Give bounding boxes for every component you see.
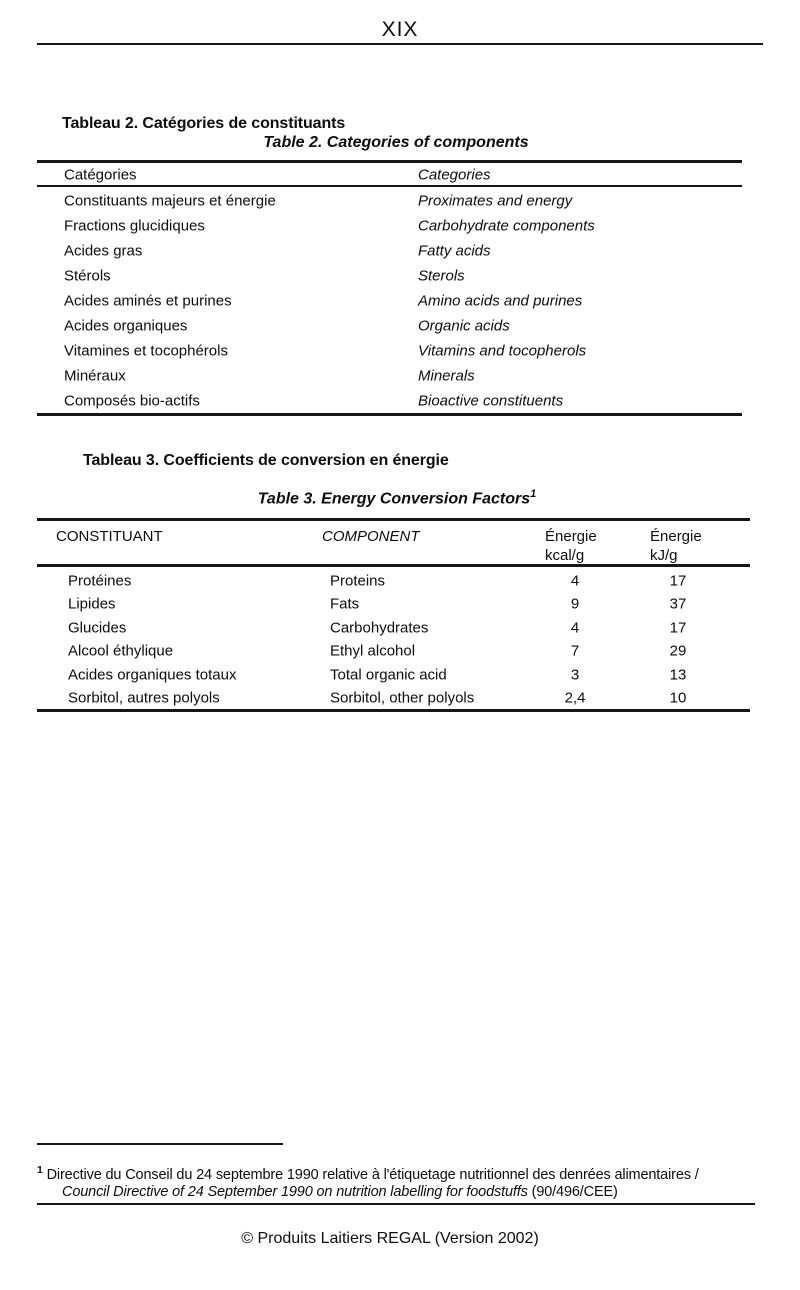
cell-fr: Fractions glucidiques xyxy=(64,217,205,234)
cell-kcal: 9 xyxy=(570,595,580,613)
copyright-line: © Produits Laitiers REGAL (Version 2002) xyxy=(241,1230,539,1247)
cell-kcal: 7 xyxy=(570,642,580,660)
cell-en: Organic acids xyxy=(418,317,510,334)
cell-en: Sorbitol, other polyols xyxy=(330,689,475,707)
table3-title-footnote-ref: 1 xyxy=(530,488,537,500)
cell-fr: Minéraux xyxy=(64,367,126,384)
table-row xyxy=(37,188,742,213)
cell-en: Amino acids and purines xyxy=(418,292,583,309)
footnote-separator-rule xyxy=(37,1143,283,1145)
cell-kj: 37 xyxy=(669,595,687,613)
table3-header-energy-kj-2: kJ/g xyxy=(650,547,678,564)
cell-fr: Acides organiques xyxy=(64,317,188,334)
cell-fr: Lipides xyxy=(68,595,116,613)
footnote-line2-italic: Council Directive of 24 September 1990 on nutrition labelling for foodstuffs xyxy=(62,1184,528,1200)
cell-kcal: 3 xyxy=(570,666,580,684)
cell-fr: Sorbitol, autres polyols xyxy=(68,689,220,707)
table3-top-rule xyxy=(37,518,750,521)
table3-title-en: Table 3. Energy Conversion Factors$^1$ xyxy=(257,488,537,508)
cell-fr: Stérols xyxy=(64,267,111,284)
page-header-rule xyxy=(37,43,763,45)
table3-header-constituant: CONSTITUANT xyxy=(56,528,163,545)
cell-kj: 13 xyxy=(669,666,687,684)
cell-fr: Vitamines et tocophérols xyxy=(64,342,228,359)
table-row xyxy=(37,593,750,617)
table-row xyxy=(37,616,750,640)
cell-fr: Constituants majeurs et énergie xyxy=(64,192,276,209)
cell-en: Vitamins and tocopherols xyxy=(418,342,587,359)
cell-en: Proteins xyxy=(330,572,386,590)
page-number: XIX xyxy=(381,18,419,41)
cell-en: Ethyl alcohol xyxy=(330,642,416,660)
table2-header-en: Categories xyxy=(418,166,491,183)
cell-fr: Alcool éthylique xyxy=(68,642,174,660)
footnote-line2-suffix: (90/496/CEE) xyxy=(531,1184,618,1200)
footnote-line1: $^1$ Directive du Conseil du 24 septembre 1990 relative à l'étiquetage nutritionnel des denrées alimentaires / xyxy=(37,1164,699,1183)
table-row xyxy=(37,363,742,388)
table2-title-en: Table 2. Categories of components xyxy=(263,134,529,151)
table2-header-row xyxy=(37,162,742,187)
cell-kcal: 4 xyxy=(570,619,580,637)
table3-header-energy-kcal-1: Énergie xyxy=(545,528,597,545)
cell-en: Bioactive constituents xyxy=(418,392,564,409)
cell-en: Total organic acid xyxy=(330,666,447,684)
table-row xyxy=(37,338,742,363)
cell-en: Carbohydrate components xyxy=(418,217,595,234)
cell-en: Sterols xyxy=(418,267,465,284)
table-row xyxy=(37,238,742,263)
cell-en: Proximates and energy xyxy=(418,192,573,209)
table-row xyxy=(37,640,750,664)
cell-kj: 29 xyxy=(669,642,687,660)
table-row xyxy=(37,687,750,711)
table-row xyxy=(37,213,742,238)
cell-kj: 10 xyxy=(669,689,687,707)
table3-header-rule xyxy=(37,564,750,567)
table2-bottom-rule xyxy=(37,413,742,416)
cell-en: Fatty acids xyxy=(418,242,491,259)
table3-header-component: COMPONENT xyxy=(322,528,420,545)
table3-header-energy-kj-1: Énergie xyxy=(650,528,702,545)
table2-header-rule xyxy=(37,185,742,187)
cell-fr: Acides organiques totaux xyxy=(68,666,237,684)
table3-title-fr: Tableau 3. Coefficients de conversion en énergie xyxy=(83,452,449,469)
cell-en: Fats xyxy=(330,595,360,613)
cell-kcal: 2,4 xyxy=(564,689,586,707)
footnote-marker: 1 xyxy=(37,1164,43,1176)
table-row xyxy=(37,288,742,313)
table3-header-energy-kcal-2: kcal/g xyxy=(545,547,585,564)
table-row xyxy=(37,388,742,413)
table-row xyxy=(37,263,742,288)
footnote-bottom-rule xyxy=(37,1203,755,1205)
table3-bottom-rule xyxy=(37,709,750,712)
cell-en: Minerals xyxy=(418,367,475,384)
table2-title-fr: Tableau 2. Catégories de constituants xyxy=(62,115,346,132)
cell-fr: Glucides xyxy=(68,619,127,637)
table-row xyxy=(37,663,750,687)
footnote-line2 xyxy=(62,1184,618,1200)
table-row xyxy=(37,313,742,338)
table-row xyxy=(37,569,750,593)
cell-fr: Composés bio-actifs xyxy=(64,392,200,409)
cell-fr: Acides gras xyxy=(64,242,143,259)
cell-kcal: 4 xyxy=(570,572,580,590)
cell-kj: 17 xyxy=(669,572,687,590)
cell-kj: 17 xyxy=(669,619,687,637)
cell-en: Carbohydrates xyxy=(330,619,429,637)
table2-header-fr: Catégories xyxy=(64,166,137,183)
cell-fr: Protéines xyxy=(68,572,132,590)
cell-fr: Acides aminés et purines xyxy=(64,292,232,309)
